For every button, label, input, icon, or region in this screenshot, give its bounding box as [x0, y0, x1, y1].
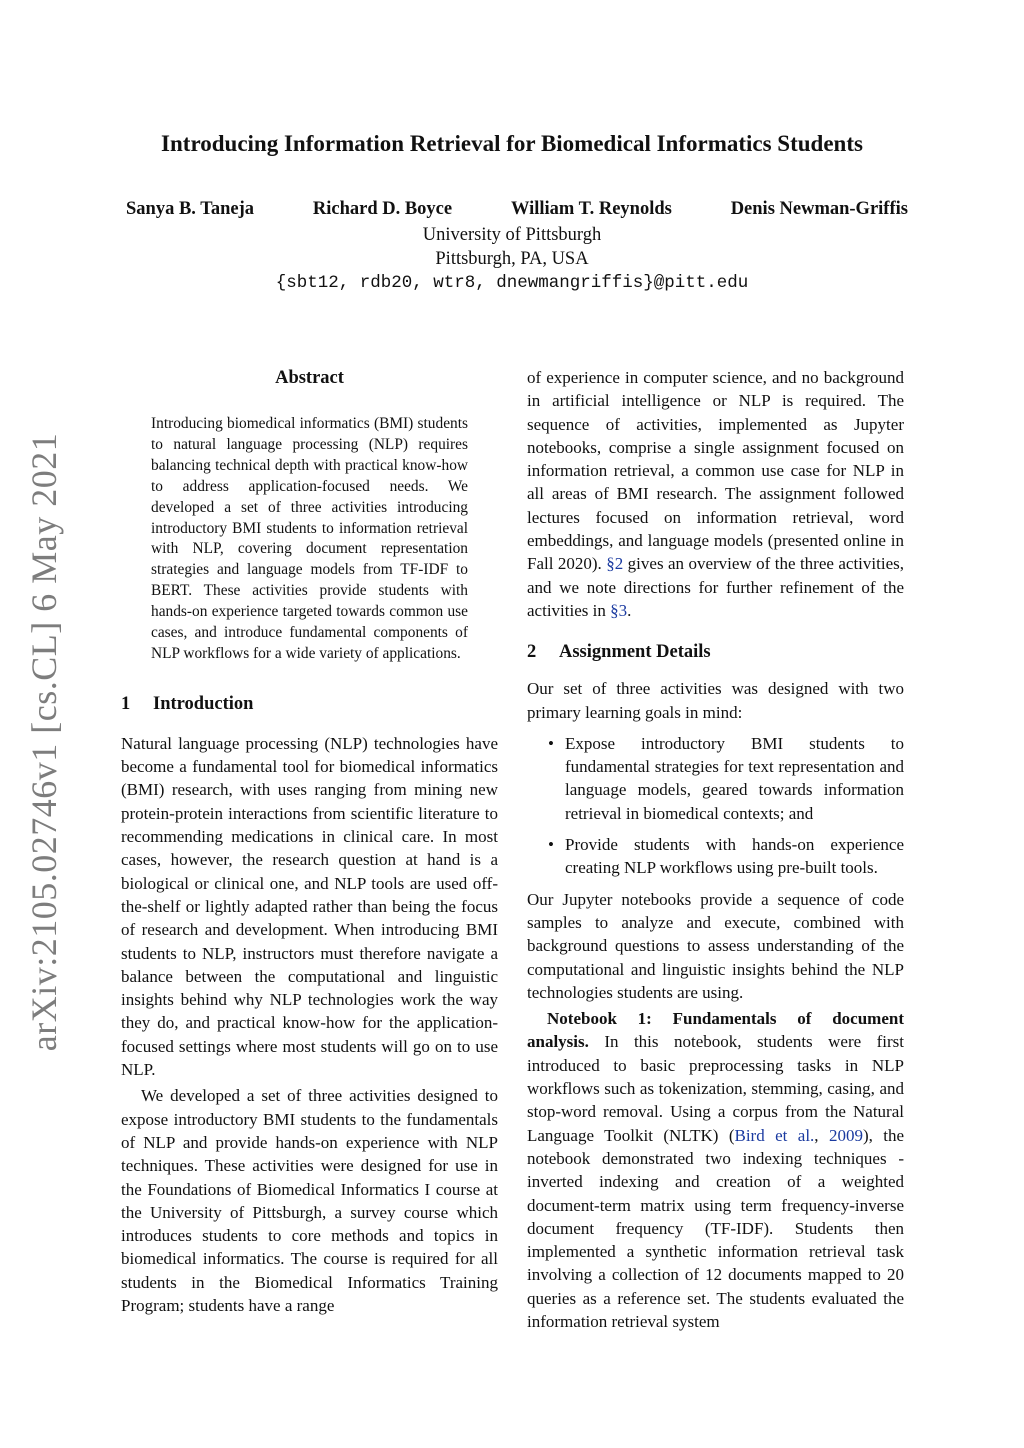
bullet-icon: • [548, 835, 554, 855]
continuation-text: gives an overview of the three activities, and we note directions for further refinement of the activities in [527, 554, 904, 620]
author-list [126, 199, 908, 220]
list-item [527, 732, 904, 825]
affiliation-location: Pittsburgh, PA, USA [435, 249, 589, 269]
bullet-icon: • [548, 733, 554, 753]
left-column [121, 366, 498, 1317]
section-heading-assignment-details [527, 640, 904, 664]
author-name: Richard D. Boyce [312, 199, 453, 219]
list-item-text: Expose introductory BMI students to fundamental strategies for text representation and language models, geared towards information retrieval in biomedical contexts; and [565, 733, 904, 823]
author-name: William T. Reynolds [510, 199, 672, 219]
author-emails: {sbt12, rdb20, wtr8, dnewmangriffis}@pitt.edu [275, 273, 749, 293]
notebook-1-text: ), the notebook demonstrated two indexing techniques - inverted indexing and creation of a weighted document-term matrix using term frequency-inverse document frequency (TF-IDF). Students then implemented a synthetic information retrieval task involving a collection of 12 documents mapped to 20 queries as a reference set. The students evaluated the information retrieval system [527, 1125, 905, 1331]
section-number: 1 [121, 693, 131, 714]
list-item [527, 833, 904, 880]
continuation-text: . [627, 600, 632, 620]
citation-year-link[interactable]: 2009 [828, 1125, 863, 1145]
notebook-1-paragraph [527, 1007, 904, 1333]
intro-paragraph-1: Natural language processing (NLP) technologies have become a fundamental tool for biomedical informatics (BMI) research, with uses ranging from mining new protein-protein interactions from scientific literature to recommending medications in clinical care. In most cases, however, the research question at hand is a biological or clinical one, and NLP tools are used off-the-shelf or lightly adapted rather than being the focus of research and development. When introducing BMI students to NLP, instructors must therefore navigate a balance between the computational and linguistic insights behind why NLP technologies work the way they do, and practical know-how for the application-focused settings where most students will go on to use NLP. [121, 733, 498, 1080]
continuation-text: of experience in computer science, and no background in artificial intelligence or NLP is required. The sequence of activities, implemented as Jupyter notebooks, comprise a single assignment focused on information retrieval, a common use case for NLP in all areas of BMI research. The assignment followed lectures focused on information retrieval, word embeddings, and language models (presented online in Fall 2020). [527, 368, 904, 574]
notebook-1-text: In this notebook, students were first introduced to basic preprocessing tasks in NLP workflows such as tokenization, stemming, casing, and stop-word removal. Using a corpus from the Natural Language Toolkit (NLTK) ( [527, 1032, 904, 1145]
list-item-text: Provide students with hands-on experience creating NLP workflows using pre-built tools. [565, 835, 904, 878]
assignment-paragraph-2: Our Jupyter notebooks provide a sequence of code samples to analyze and execute, combined with background questions to assess understanding of the computational and linguistic insights behind the NLP technologies students are using. [527, 889, 904, 1002]
section-heading-introduction [121, 692, 498, 716]
assignment-paragraph-1: Our set of three activities was designed with two primary learning goals in mind: [527, 679, 904, 722]
section-2-link[interactable]: §2 [606, 554, 624, 574]
citation-separator: , [814, 1125, 829, 1145]
learning-goals-list [527, 732, 904, 880]
section-number: 2 [527, 642, 537, 663]
intro-continuation-paragraph [527, 366, 904, 622]
right-column [527, 366, 904, 1333]
abstract-heading: Abstract [275, 368, 344, 388]
section-title: Introduction [153, 693, 254, 714]
intro-paragraph-2: We developed a set of three activities designed to expose introductory BMI students to the fundamentals of NLP and provide hands-on experience with NLP techniques. These activities were designed for use in the Foundations of Biomedical Informatics I course at the University of Pittsburgh, a survey course which introduces students to core methods and topics in biomedical informatics. The course is required for all students in the Biomedical Informatics Training Program; students have a range [121, 1086, 498, 1315]
author-name: Denis Newman-Griffis [730, 199, 908, 219]
citation-bird-link[interactable]: Bird et al. [734, 1125, 815, 1145]
paper-title: Introducing Information Retrieval for Biomedical Informatics Students [161, 131, 863, 156]
section-3-link[interactable]: §3 [610, 600, 628, 620]
notebook-1-heading: Notebook 1: Fundamentals of document analysis. [527, 1009, 904, 1052]
section-title: Assignment Details [559, 642, 711, 663]
abstract-text: Introducing biomedical informatics (BMI) students to natural language processing (NLP) requires balancing technical depth with practical know-how to address application-focused needs. We developed a set of three activities introducing introductory BMI students to information retrieval with NLP, covering document representation strategies and language models from TF-IDF to BERT. These activities provide students with hands-on experience targeted towards common use cases, and introduce fundamental components of NLP workflows for a wide variety of applications. [151, 415, 468, 662]
author-name: Sanya B. Taneja [126, 199, 255, 219]
affiliation: University of Pittsburgh [422, 225, 602, 245]
arxiv-identifier: arXiv:2105.02746v1 [cs.CL] 6 May 2021 [24, 432, 64, 1052]
